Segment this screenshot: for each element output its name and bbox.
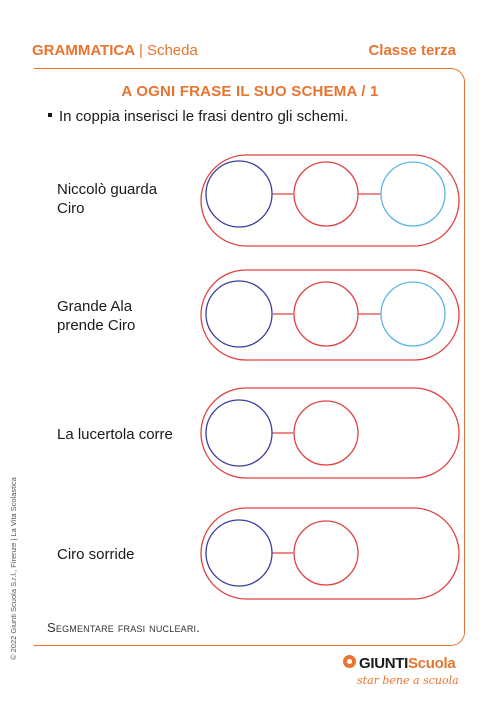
instruction-text: In coppia inserisci le frasi dentro gli schemi. xyxy=(59,108,349,125)
logo-tagline: star bene a scuola xyxy=(357,674,459,687)
sentence-2-line-2: prende Ciro xyxy=(57,317,136,334)
footer-note: Segmentare frasi nucleari. xyxy=(47,620,201,635)
schema-4 xyxy=(201,508,459,599)
schema-1 xyxy=(201,155,459,246)
logo-brand-scuola: Scuola xyxy=(408,655,456,672)
header-separator: | xyxy=(139,42,143,59)
schema-2 xyxy=(201,270,459,360)
schema-4-subject-slot[interactable] xyxy=(206,520,272,586)
sentence-4-line-1: Ciro sorride xyxy=(57,546,135,563)
schema-1-subject-slot[interactable] xyxy=(206,161,272,227)
schema-3-verb-slot[interactable] xyxy=(294,401,358,465)
schema-3-subject-slot[interactable] xyxy=(206,400,272,466)
giunti-logo-icon xyxy=(343,655,356,668)
schema-1-verb-slot[interactable] xyxy=(294,162,358,226)
schema-2-verb-slot[interactable] xyxy=(294,282,358,346)
subject-label: GRAMMATICA xyxy=(32,42,136,59)
worksheet-kind: Scheda xyxy=(146,42,198,59)
grade-label: Classe terza xyxy=(368,42,456,59)
schema-2-subject-slot[interactable] xyxy=(206,281,272,347)
copyright-text: © 2022 Giunti Scuola S.r.l., Firenze | La Vita Scolastica xyxy=(9,477,18,660)
sentence-1-line-2: Ciro xyxy=(57,200,85,217)
schema-2-object-slot[interactable] xyxy=(381,282,445,346)
page-title: A OGNI FRASE IL SUO SCHEMA / 1 xyxy=(121,83,379,100)
schema-1-object-slot[interactable] xyxy=(381,162,445,226)
schema-4-verb-slot[interactable] xyxy=(294,521,358,585)
schema-1-capsule xyxy=(201,155,459,246)
schema-3 xyxy=(201,388,459,478)
sentence-1-line-1: Niccolò guarda xyxy=(57,181,158,198)
sentence-2-line-1: Grande Ala xyxy=(57,298,133,315)
logo-brand-giunti: GIUNTI xyxy=(359,655,409,672)
publisher-logo xyxy=(343,655,463,687)
sentence-3-line-1: La lucertola corre xyxy=(57,426,173,443)
